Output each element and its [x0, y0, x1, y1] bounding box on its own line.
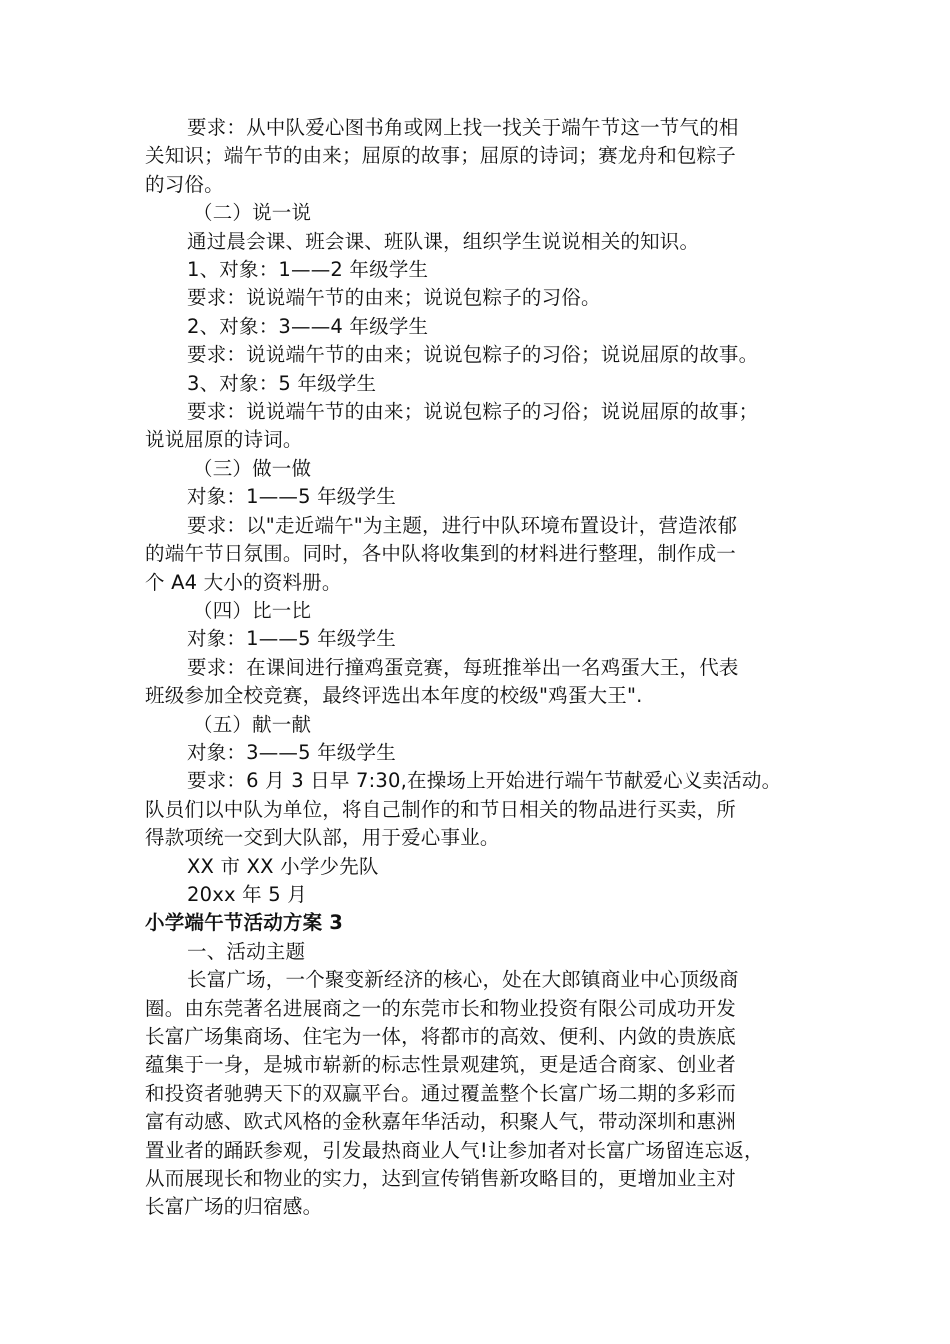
signature-date: 20xx 年 5 月	[187, 882, 307, 906]
text-line: 要求：在课间进行撞鸡蛋竞赛，每班推举出一名鸡蛋大王，代表	[187, 655, 739, 679]
text-line: 圈。由东莞著名进展商之一的东莞市长和物业投资有限公司成功开发	[145, 996, 737, 1020]
text-line: 要求：说说端午节的由来；说说包粽子的习俗。	[187, 286, 601, 310]
document-body	[145, 114, 822, 1222]
document-heading: 小学端午节活动方案 3	[145, 911, 344, 935]
text-line: 的端午节日氛围。同时，各中队将收集到的材料进行整理，制作成一	[145, 542, 737, 566]
section-heading: （二）说一说	[193, 201, 312, 225]
text-line: 说说屈原的诗词。	[145, 428, 303, 452]
text-line: 得款项统一交到大队部，用于爱心事业。	[145, 826, 500, 850]
text-line: 对象：1——5 年级学生	[187, 485, 396, 509]
text-line: 蕴集于一身，是城市崭新的标志性景观建筑，更是适合商家、创业者	[145, 1053, 737, 1077]
text-line: 要求：以"走近端午"为主题，进行中队环境布置设计，营造浓郁	[187, 513, 738, 537]
section-heading: 一、活动主题	[187, 939, 306, 963]
section-heading: （五）献一献	[193, 712, 312, 736]
text-line: 2、对象：3——4 年级学生	[187, 314, 429, 338]
text-line: 要求：说说端午节的由来；说说包粽子的习俗；说说屈原的故事；	[187, 400, 759, 424]
text-line: 富有动感、欧式风格的金秋嘉年华活动，积聚人气，带动深圳和惠洲	[145, 1110, 737, 1134]
text-line: 长富广场，一个聚变新经济的核心，处在大郎镇商业中心顶级商	[187, 968, 739, 992]
text-line: 对象：1——5 年级学生	[187, 627, 396, 651]
text-line: 要求：6 月 3 日早 7:30,在操场上开始进行端午节献爱心义卖活动。	[187, 769, 782, 793]
text-line: 置业者的踊跃参观，引发最热商业人气!让参加者对长富广场留连忘返，	[145, 1138, 764, 1162]
text-line: 3、对象：5 年级学生	[187, 371, 377, 395]
signature-org: XX 市 XX 小学少先队	[187, 854, 379, 878]
section-heading: （四）比一比	[193, 598, 312, 622]
section-heading: （三）做一做	[193, 456, 312, 480]
text-line: 和投资者驰骋天下的双赢平台。通过覆盖整个长富广场二期的多彩而	[145, 1081, 737, 1105]
text-line: 的习俗。	[145, 172, 224, 196]
text-line: 1、对象：1——2 年级学生	[187, 258, 429, 282]
text-line: 班级参加全校竞赛，最终评选出本年度的校级"鸡蛋大王".	[145, 684, 643, 708]
text-line: 长富广场集商场、住宅为一体，将都市的高效、便利、内敛的贵族底	[145, 1025, 737, 1048]
text-line: 从而展现长和物业的实力，达到宣传销售新攻略目的，更增加业主对	[145, 1167, 737, 1191]
text-line: 对象：3——5 年级学生	[187, 740, 396, 764]
text-line: 关知识；端午节的由来；屈原的故事；屈原的诗词；赛龙舟和包粽子	[145, 144, 737, 168]
text-line: 个 A4 大小的资料册。	[145, 570, 342, 594]
text-line: 长富广场的归宿感。	[145, 1195, 323, 1219]
text-line: 要求：从中队爱心图书角或网上找一找关于端午节这一节气的相	[187, 116, 739, 139]
text-line: 队员们以中队为单位，将自己制作的和节日相关的物品进行买卖，所	[145, 797, 737, 821]
text-line: 通过晨会课、班会课、班队课，组织学生说说相关的知识。	[187, 229, 700, 253]
text-line: 要求：说说端午节的由来；说说包粽子的习俗；说说屈原的故事。	[187, 343, 759, 367]
